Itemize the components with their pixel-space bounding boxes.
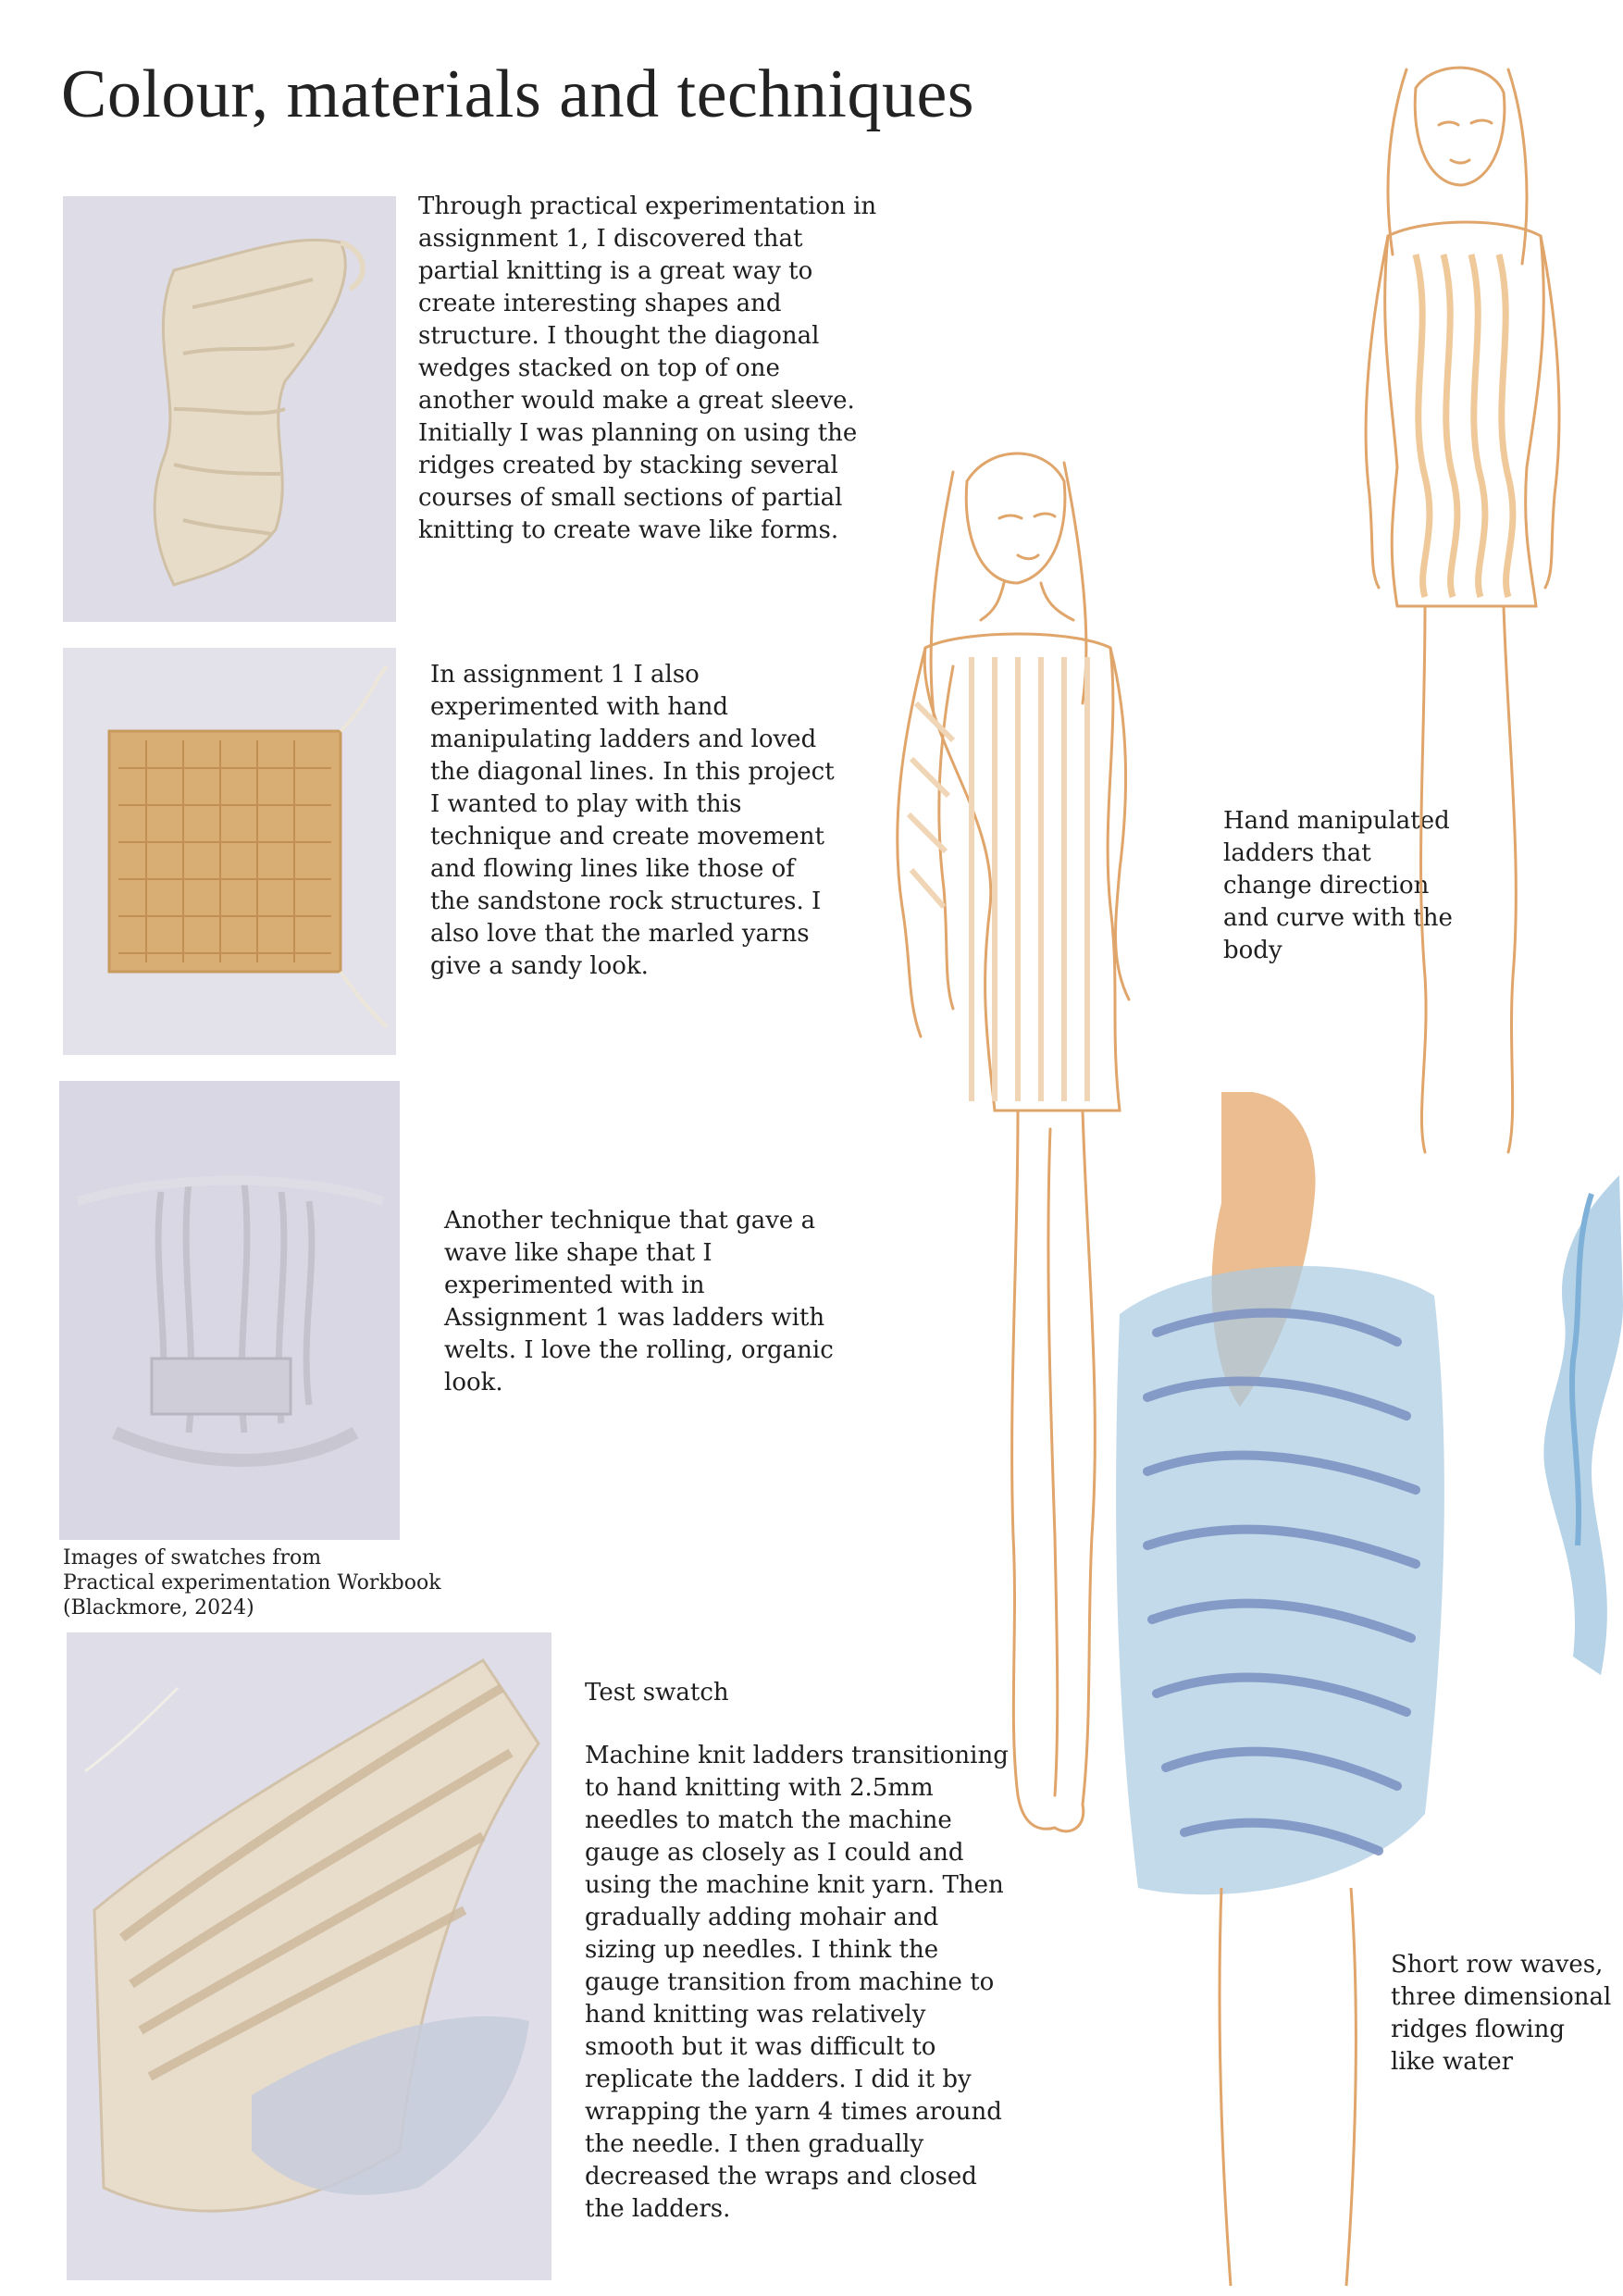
test-swatch-photo [67,1632,551,2280]
caption-line-1: Images of swatches from [63,1546,322,1570]
caption-line-3: (Blackmore, 2024) [63,1596,254,1620]
ladder-swatch-photo [63,648,396,1055]
welt-ladder-swatch-photo [59,1081,400,1540]
ladder-paragraph: In assignment 1 I also experimented with hand manipulating ladders and loved the diagonal lines. In this project I wanted to play with this technique and create movement and flowing lines like those of the sandstone rock structures. I also love that the marled yarns give a sandy look. [430,661,835,980]
test-swatch-heading: Test swatch [585,1679,729,1706]
welt-paragraph: Another technique that gave a wave like shape that I experimented with in Assignment 1 was ladders with welts. I love the rolling, organic look. [444,1207,834,1396]
partial-knit-swatch-photo [63,196,396,622]
test-swatch-paragraph: Machine knit ladders transitioning to hand knitting with 2.5mm needles to match the machine gauge as closely as I could and using the machine knit yarn. Then gradually adding mohair and sizing up needles. I think the gauge transition from machine to hand knitting was relatively smooth but it was difficult to replicate the ladders. I did it by wrapping the yarn 4 times around the needle. I then gradually decreased the wraps and closed the ladders. [585,1742,1009,2223]
ladders-annotation: Hand manipulated ladders that change direction and curve with the body [1223,807,1453,964]
wave-dress-figure-illustration [1305,51,1601,1180]
caption-line-2: Practical experimentation Workbook [63,1571,441,1595]
waves-annotation: Short row waves, three dimensional ridges flowing like water [1391,1951,1612,2076]
blue-wash-sleeve-illustration [1481,1175,1623,1694]
partial-knitting-paragraph: Through practical experimentation in assignment 1, I discovered that partial knitting is a great way to create interesting shapes and structure. I thought the diagonal wedges stacked on top of one another would make a great sleeve. Initially I was planning on using the ridges created by stacking several courses of small sections of partial knitting to create wave like forms. [418,192,877,544]
page-title: Colour, materials and techniques [61,56,975,132]
swatch-image-caption [63,1545,452,1620]
short-row-wave-dress-illustration [1083,1092,1471,2295]
